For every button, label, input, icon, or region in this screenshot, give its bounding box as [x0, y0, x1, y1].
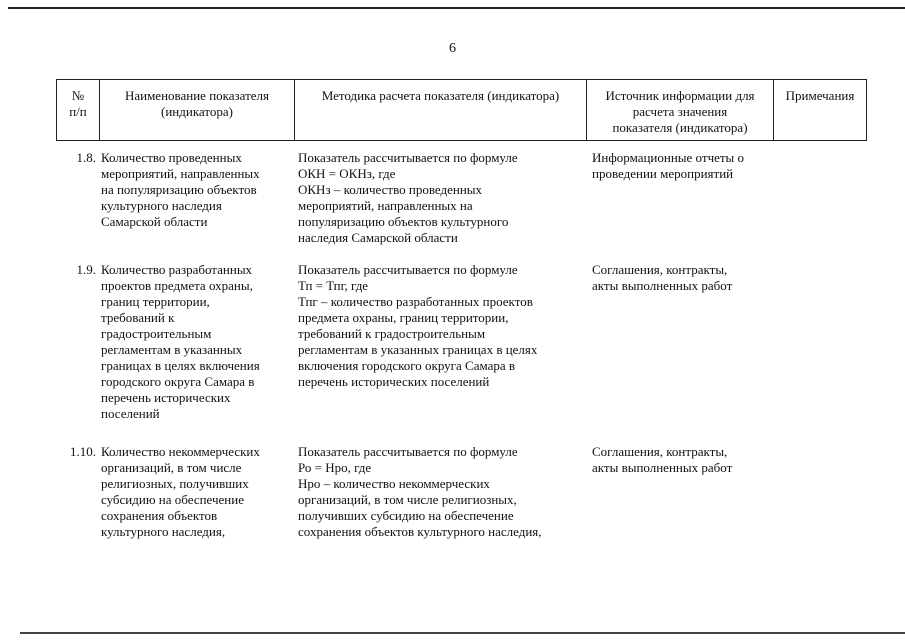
method-line: мероприятий, направленных на	[298, 198, 473, 213]
row-number: 1.10.	[70, 444, 96, 459]
method-line: организаций, в том числе религиозных,	[298, 492, 517, 507]
indicator-name	[101, 262, 291, 422]
indicator-name-line: религиозных, получивших	[101, 476, 249, 491]
header-notes-line: Примечания	[785, 88, 855, 103]
method-line: наследия Самарской области	[298, 230, 458, 245]
indicator-name-line: границ территории,	[101, 294, 210, 309]
indicator-name-line: сохранения объектов	[101, 508, 218, 523]
method-line: перечень исторических поселений	[298, 374, 490, 389]
indicator-name-line: требований к	[101, 310, 175, 325]
indicator-name	[101, 444, 291, 540]
method-line: Нро – количество некоммерческих	[298, 476, 490, 491]
header-method-line: Методика расчета показателя (индикатора)	[321, 88, 560, 103]
method-line: включения городского округа Самара в	[298, 358, 516, 373]
header-name	[100, 80, 294, 140]
indicator-name-line: Количество проведенных	[101, 150, 242, 165]
indicator-name-line: проектов предмета охраны,	[101, 278, 253, 293]
indicator-name	[101, 150, 291, 230]
indicator-name-line: организаций, в том числе	[101, 460, 242, 475]
bottom-border-line	[20, 632, 905, 634]
calculation-method	[298, 262, 590, 390]
indicator-name-line: на популяризацию объектов	[101, 182, 257, 197]
source-line: акты выполненных работ	[592, 460, 733, 475]
calculation-method	[298, 150, 590, 246]
header-notes	[774, 80, 866, 140]
method-line: получивших субсидию на обеспечение	[298, 508, 514, 523]
info-source	[592, 444, 772, 476]
method-line: Тп = Тпг, где	[298, 278, 369, 293]
header-source-line: Источник информации для	[605, 88, 755, 103]
indicator-name-line: градостроительным	[101, 326, 212, 341]
indicator-name-line: субсидию на обеспечение	[101, 492, 244, 507]
header-num	[57, 80, 99, 140]
indicator-name-line: культурного наследия	[101, 198, 222, 213]
method-line: требований к градостроительным	[298, 326, 486, 341]
method-line: сохранения объектов культурного наследия,	[298, 524, 542, 539]
indicator-name-line: поселений	[101, 406, 160, 421]
method-line: Показатель рассчитывается по формуле	[298, 150, 518, 165]
indicator-name-line: перечень исторических	[101, 390, 231, 405]
method-line: Показатель рассчитывается по формуле	[298, 262, 518, 277]
source-line: Соглашения, контракты,	[592, 444, 728, 459]
indicator-name-line: Самарской области	[101, 214, 208, 229]
method-line: ОКН = ОКНз, где	[298, 166, 396, 181]
indicator-name-line: мероприятий, направленных	[101, 166, 260, 181]
header-name-line: (индикатора)	[161, 104, 233, 119]
source-line: Соглашения, контракты,	[592, 262, 728, 277]
method-line: Тпг – количество разработанных проектов	[298, 294, 533, 309]
source-line: акты выполненных работ	[592, 278, 733, 293]
indicator-name-line: культурного наследия,	[101, 524, 226, 539]
indicator-name-line: Количество некоммерческих	[101, 444, 260, 459]
info-source	[592, 262, 772, 294]
header-method	[295, 80, 586, 140]
indicator-name-line: городского округа Самара в	[101, 374, 255, 389]
header-num-line: п/п	[69, 104, 87, 119]
method-line: Ро = Нро, где	[298, 460, 372, 475]
calculation-method	[298, 444, 590, 540]
method-line: Показатель рассчитывается по формуле	[298, 444, 518, 459]
info-source	[592, 150, 772, 182]
top-border-line	[8, 7, 905, 9]
source-line: Информационные отчеты о	[592, 150, 745, 165]
row-number: 1.8.	[76, 150, 96, 165]
method-line: предмета охраны, границ территории,	[298, 310, 509, 325]
row-number: 1.9.	[76, 262, 96, 277]
method-line: регламентам в указанных границах в целях	[298, 342, 538, 357]
source-line: проведении мероприятий	[592, 166, 734, 181]
header-num-line: №	[71, 88, 85, 103]
header-source-line: расчета значения	[632, 104, 728, 119]
indicator-name-line: Количество разработанных	[101, 262, 253, 277]
method-line: ОКНз – количество проведенных	[298, 182, 483, 197]
indicator-name-line: границах в целях включения	[101, 358, 260, 373]
header-source-line: показателя (индикатора)	[612, 120, 748, 135]
method-line: популяризацию объектов культурного	[298, 214, 509, 229]
header-source	[587, 80, 773, 140]
page-number: 6	[449, 41, 456, 56]
indicator-name-line: регламентам в указанных	[101, 342, 243, 357]
table-header	[56, 79, 867, 141]
header-name-line: Наименование показателя	[124, 88, 270, 103]
